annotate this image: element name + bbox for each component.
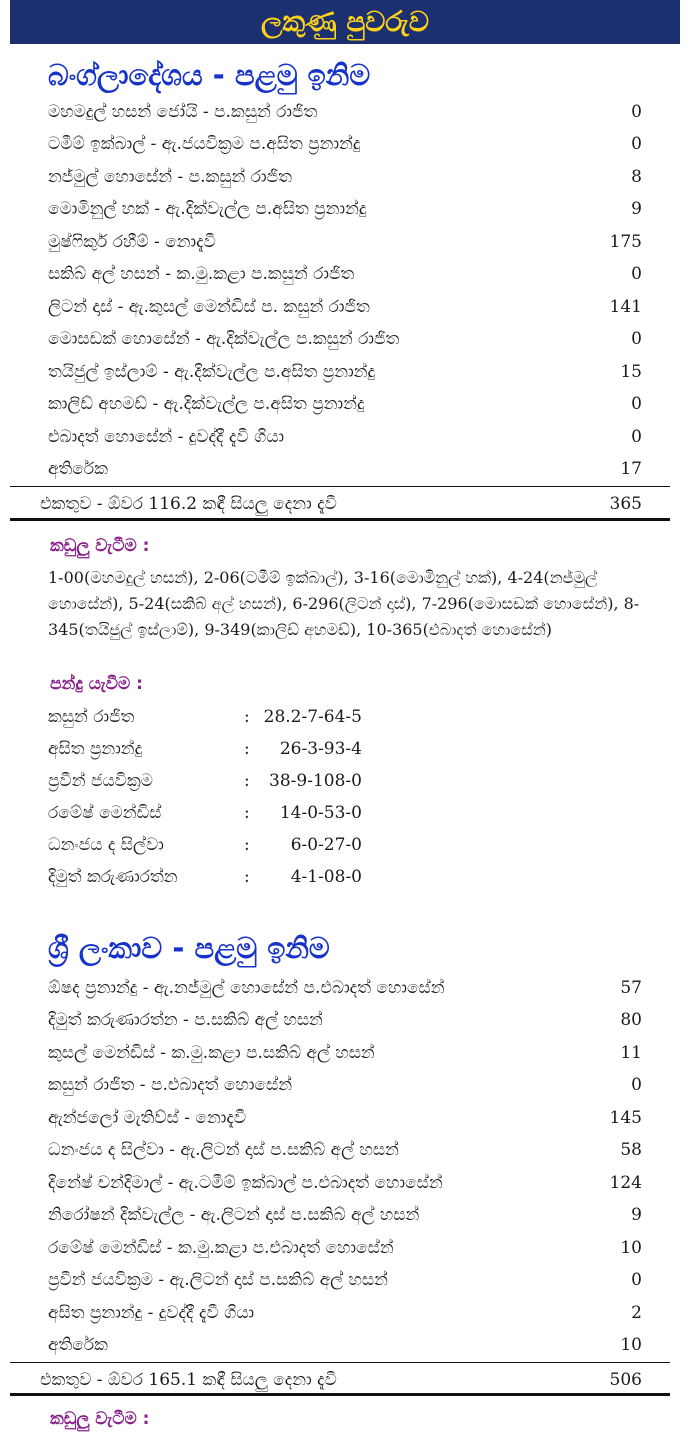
total-row [40, 1364, 642, 1396]
batter-dismissal: ඇන්ජලෝ මැතිව්ස් - නොදැවී [48, 1108, 247, 1128]
bowling-separator: : [244, 867, 250, 887]
batting-row [48, 258, 642, 290]
batter-dismissal: රමේෂ් මෙන්ඩිස් - ක.මු.කළා ප.එබාදත් හොසේන් [48, 1238, 394, 1258]
batter-dismissal: අසිත ප්‍රනාන්දු - දුවද්දී දැවී ගියා [48, 1303, 255, 1323]
extras-label: අතිරේක [48, 459, 108, 479]
batter-runs: 0 [631, 427, 642, 447]
batter-dismissal: මොමිනුල් හක් - ඇ.දික්වැල්ල ප.අසිත ප්‍රනාන්දු [48, 199, 367, 219]
bowling-separator: : [244, 707, 250, 727]
bowler-name: කසුන් රාජිත [48, 707, 135, 727]
bowling-separator: : [244, 739, 250, 759]
batter-runs: 0 [631, 1075, 642, 1095]
batting-row [48, 421, 642, 453]
batter-runs: 2 [631, 1303, 642, 1323]
batter-dismissal: සකිබ් අල් හසන් - ක.මු.කළා ප.කසුන් රාජිත [48, 264, 355, 284]
bowler-name: ධනංජය ද සිල්වා [48, 835, 164, 855]
total-runs: 365 [609, 494, 642, 514]
bowling-row [48, 733, 448, 765]
extras-row [48, 453, 642, 485]
batter-dismissal: තයිජුල් ඉස්ලාම් - ඇ.දික්වැල්ල ප.අසිත ප්‍රනාන්දු [48, 362, 376, 382]
innings-title: බංග්ලාදේශය - පළමු ඉනිම [48, 58, 371, 92]
batter-dismissal: කසුන් රාජිත - ප.එබාදත් හොසේන් [48, 1075, 293, 1095]
bowling-row [48, 829, 448, 861]
total-top-divider [10, 486, 670, 487]
total-bottom-divider [10, 1393, 670, 1396]
extras-runs: 10 [620, 1335, 642, 1355]
batting-row [48, 1232, 642, 1264]
bowler-figures: 6-0-27-0 [290, 835, 362, 855]
batter-runs: 9 [631, 1205, 642, 1225]
bowling-row [48, 701, 448, 733]
batter-runs: 124 [609, 1173, 642, 1193]
batting-row [48, 1004, 642, 1036]
batting-row [48, 161, 642, 193]
batter-runs: 0 [631, 102, 642, 122]
bowler-name: අසිත ප්‍රනාන්දු [48, 739, 143, 759]
total-top-divider [10, 1362, 670, 1363]
batter-runs: 9 [631, 199, 642, 219]
batting-row [48, 972, 642, 1004]
batting-row [48, 193, 642, 225]
fall-of-wickets-text: 1-00(මහමදුල් හසන්), 2-06(ටමීම් ඉක්බාල්), 3-16(මොමිනුල් හක්), 4-24(නජ්මුල් හොසේන්), 5-24(සකිබ් අල් හසන්), 6-296(ලිටන් දාස්), 7-296(මොසඩක් හොසේන්), 8-345(තයිජුල් ඉස්ලාම්), 9-349(කාලිඩ් අහමඩ්), 10-365(එබාදත් හොසේන්) [48, 568, 640, 639]
batter-dismissal: ලිටන් දාස් - ඇ.කුසල් මෙන්ඩිස් ප. කසුන් රාජිත [48, 297, 370, 317]
batter-dismissal: ප්‍රවීන් ජයවික්‍රම - ඇ.ලිටන් දාස් ප.සකිබ් අල් හසන් [48, 1270, 388, 1290]
extras-label: අතිරේක [48, 1335, 108, 1355]
batting-row [48, 128, 642, 160]
batter-runs: 8 [631, 167, 642, 187]
batter-runs: 15 [620, 362, 642, 382]
bowler-figures: 26-3-93-4 [279, 739, 362, 759]
bowling-separator: : [244, 803, 250, 823]
batting-row [48, 1264, 642, 1296]
batting-row [48, 291, 642, 323]
batting-row [48, 323, 642, 355]
batter-runs: 58 [620, 1140, 642, 1160]
batting-row [48, 1102, 642, 1134]
batter-runs: 175 [609, 232, 642, 252]
fall-of-wickets-heading: කඩුලු වැටීම : [50, 536, 150, 556]
bowler-name: රමේෂ් මෙන්ඩිස් [48, 803, 162, 823]
batter-runs: 0 [631, 264, 642, 284]
batter-dismissal: නිරෝෂන් දික්වැල්ල - ඇ.ලිටන් දාස් ප.සකිබ් අල් හසන් [48, 1205, 420, 1225]
batter-dismissal: මහමදුල් හසන් ජෝයි - ප.කසුන් රාජිත [48, 102, 318, 122]
batter-dismissal: මොසඩක් හොසේන් - ඇ.දික්වැල්ල ප.කසුන් රාජිත [48, 329, 400, 349]
fall-of-wickets-heading: කඩුලු වැටීම : [50, 1409, 150, 1429]
batter-runs: 145 [609, 1108, 642, 1128]
total-row [40, 488, 642, 520]
batter-runs: 80 [620, 1010, 642, 1030]
batter-runs: 0 [631, 329, 642, 349]
bowling-row [48, 765, 448, 797]
batting-row [48, 1037, 642, 1069]
bowler-figures: 4-1-08-0 [290, 867, 362, 887]
bowling-row [48, 861, 448, 893]
batter-runs: 57 [620, 978, 642, 998]
batter-runs: 10 [620, 1238, 642, 1258]
total-label: එකතුව - ඕවර 165.1 කඳී සියලු දෙනා දැවී [40, 1370, 337, 1390]
batter-runs: 141 [609, 297, 642, 317]
bowling-heading: පන්දු යැවීම : [50, 674, 143, 694]
batter-dismissal: නජ්මුල් හොසේන් - ප.කසුන් රාජිත [48, 167, 292, 187]
batting-row [48, 388, 642, 420]
batting-row [48, 356, 642, 388]
scorecard-banner: ලකුණු පුවරුව [10, 0, 680, 44]
batter-dismissal: ටමීම් ඉක්බාල් - ඇ.ජයවික්‍රම ප.අසිත ප්‍රනාන්දු [48, 134, 361, 154]
batting-row [48, 1167, 642, 1199]
batter-dismissal: ඕෂද ප්‍රනාන්දු - ඇ.නජ්මුල් හොසේන් ප.එබාදත් හොසේන් [48, 978, 445, 998]
bowler-name: දිමුත් කරුණාරත්න [48, 867, 178, 887]
total-runs: 506 [609, 1370, 642, 1390]
batting-row [48, 1134, 642, 1166]
batter-runs: 0 [631, 394, 642, 414]
bowler-figures: 14-0-53-0 [279, 803, 362, 823]
batter-runs: 0 [631, 1270, 642, 1290]
total-bottom-divider [10, 518, 670, 521]
batting-row [48, 1069, 642, 1101]
bowling-separator: : [244, 835, 250, 855]
batter-dismissal: දිනේෂ් චන්දිමාල් - ඇ.ටමීම් ඉක්බාල් ප.එබාදත් හොසේන් [48, 1173, 443, 1193]
bowler-figures: 28.2-7-64-5 [263, 707, 362, 727]
batter-dismissal: මුෂ්ෆිකුර් රහීම් - නොදැවී [48, 232, 216, 252]
batter-runs: 0 [631, 134, 642, 154]
batting-row [48, 1199, 642, 1231]
batting-row [48, 226, 642, 258]
batting-row [48, 1297, 642, 1329]
innings-title: ශ්‍රී ලංකාව - පළමු ඉනිම [48, 931, 330, 965]
bowling-separator: : [244, 771, 250, 791]
total-label: එකතුව - ඕවර 116.2 කඳී සියලු දෙනා දැවී [40, 494, 337, 514]
batter-dismissal: ධනංජය ද සිල්වා - ඇ.ලිටන් දාස් ප.සකිබ් අල් හසන් [48, 1140, 399, 1160]
batting-row [48, 96, 642, 128]
batter-dismissal: දිමුත් කරුණාරත්න - ප.සකිබ් අල් හසන් [48, 1010, 323, 1030]
batter-dismissal: එබාදත් හොසේන් - දුවද්දී දැවී ගියා [48, 427, 285, 447]
batter-dismissal: කාලිඩ් අහමඩ් - ඇ.දික්වැල්ල ප.අසිත ප්‍රනාන්දු [48, 394, 365, 414]
extras-runs: 17 [620, 459, 642, 479]
batter-runs: 11 [620, 1043, 642, 1063]
extras-row [48, 1329, 642, 1361]
batter-dismissal: කුසල් මෙන්ඩිස් - ක.මු.කළා ප.සකිබ් අල් හසන් [48, 1043, 375, 1063]
bowler-figures: 38-9-108-0 [269, 771, 362, 791]
bowler-name: ප්‍රවීන් ජයවික්‍රම [48, 771, 153, 791]
bowling-row [48, 797, 448, 829]
